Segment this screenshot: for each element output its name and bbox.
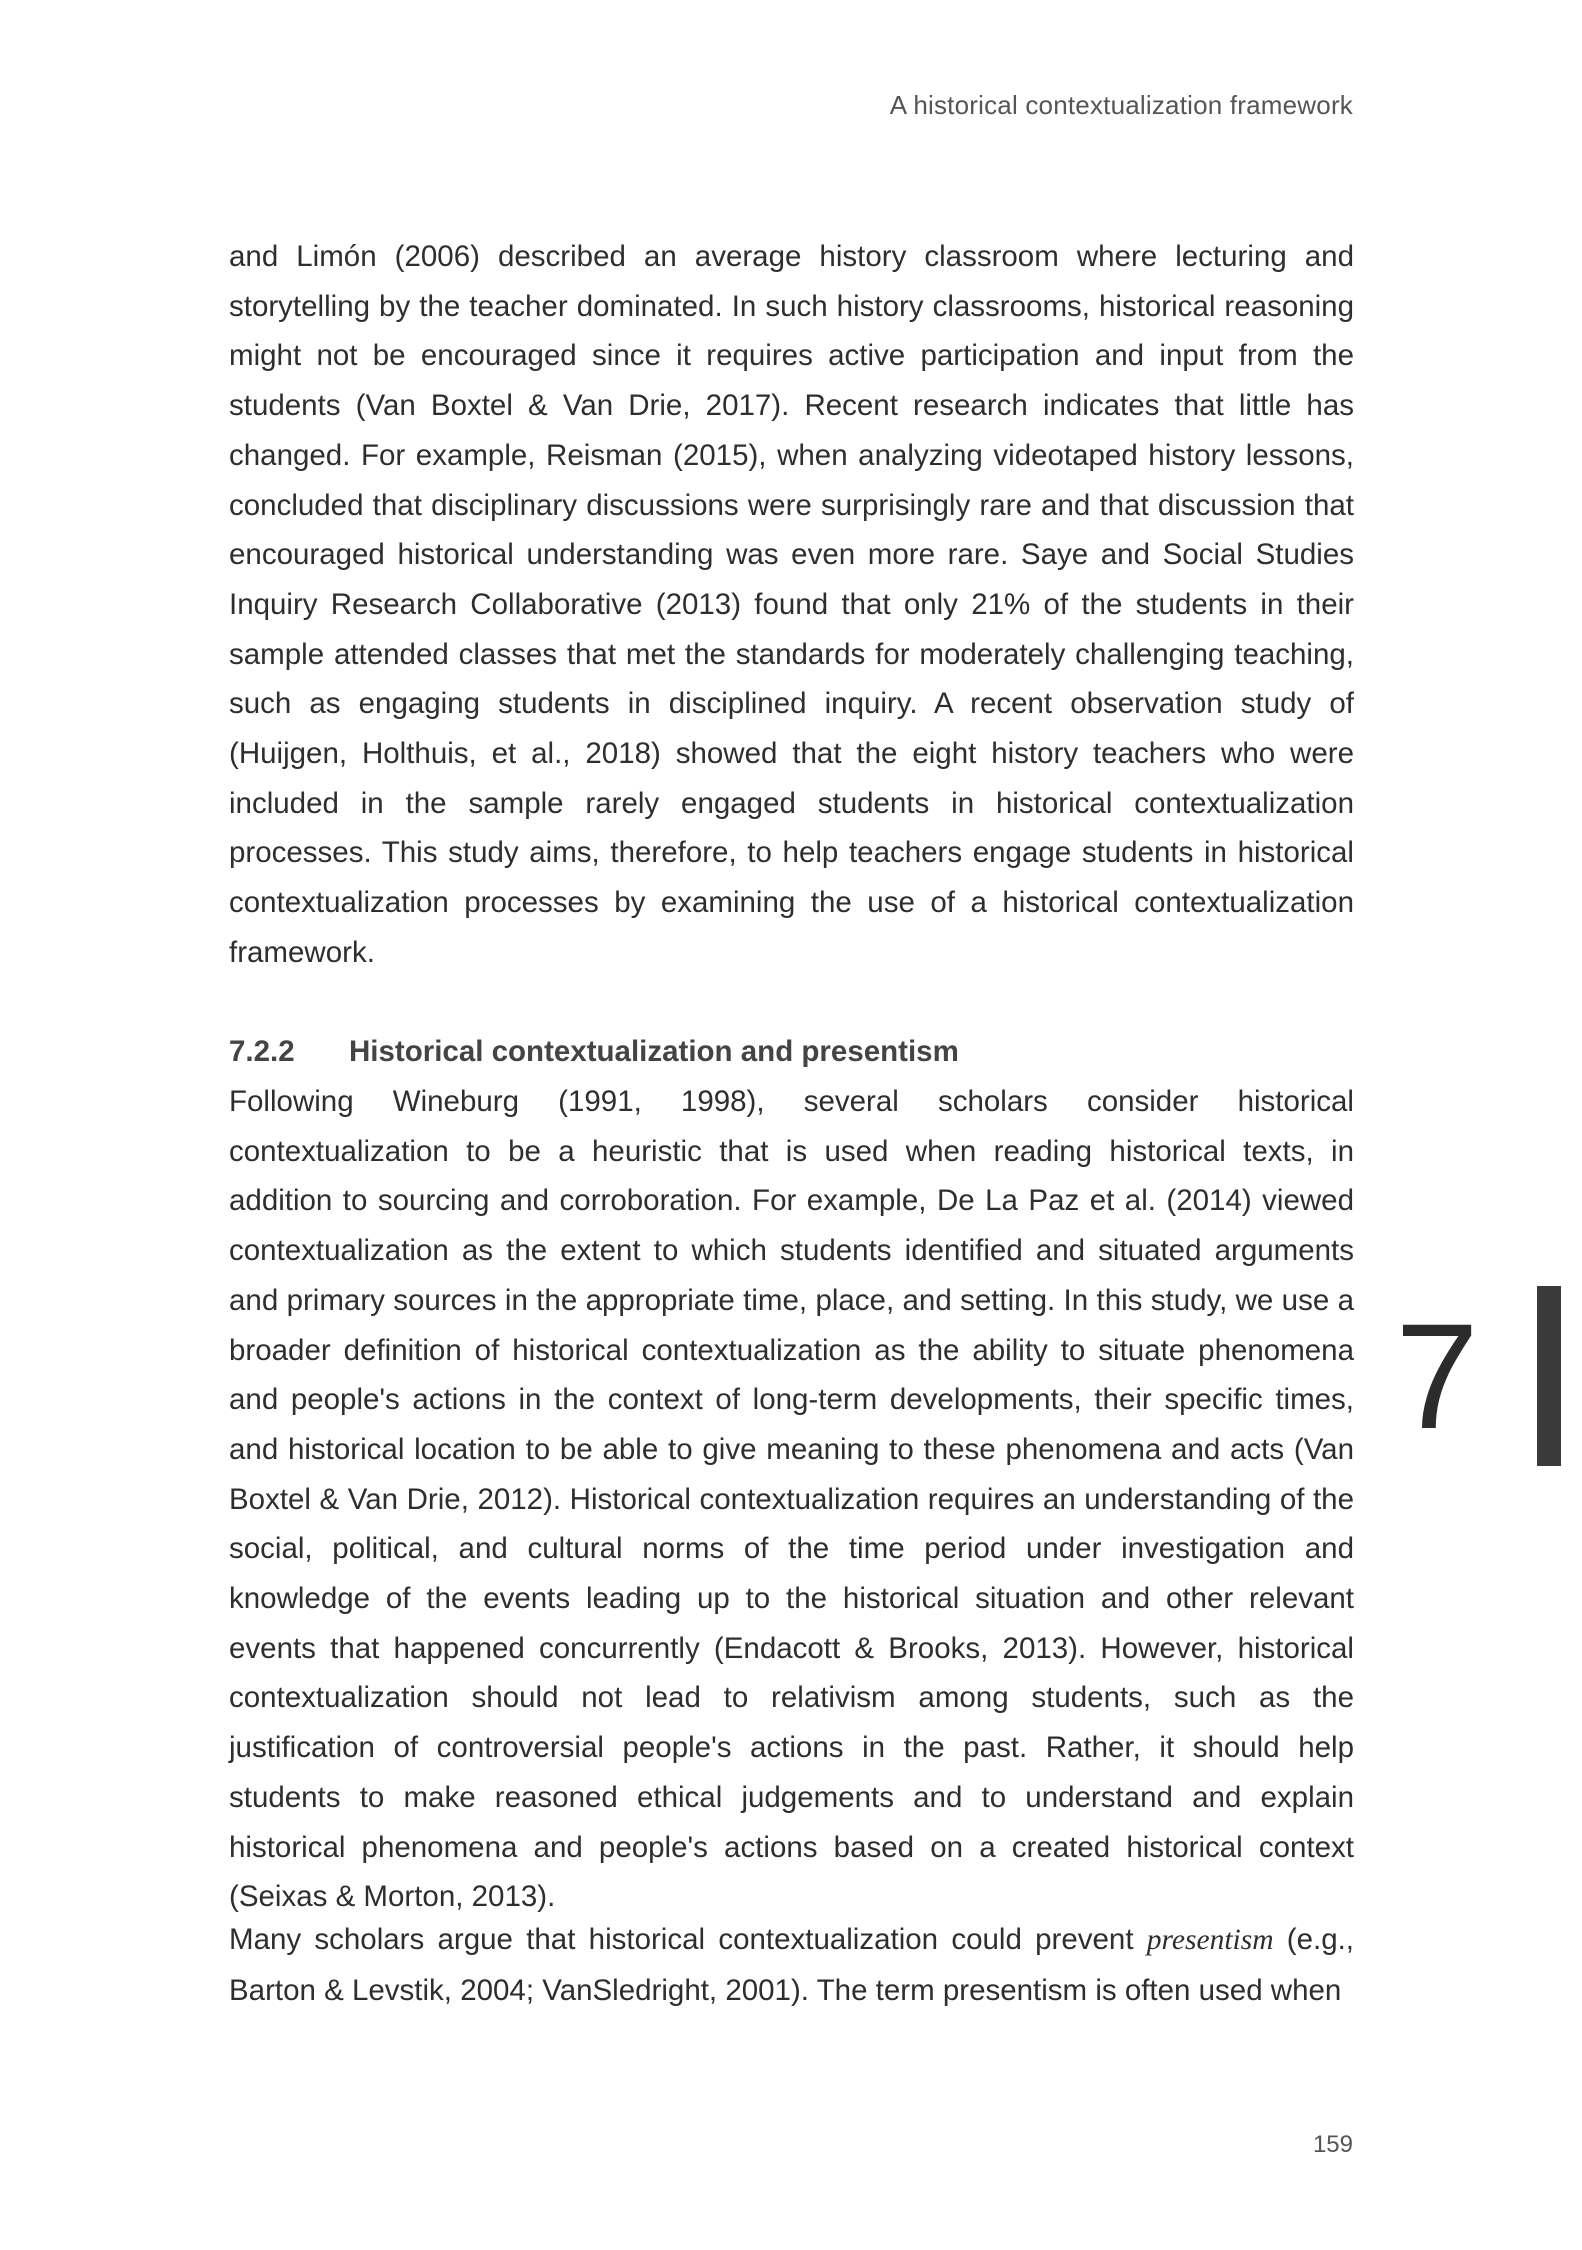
body-paragraph-3 (229, 1915, 1354, 2015)
emphasized-term: presentism (1146, 1924, 1274, 1956)
section-title: Historical contextualization and presentism (349, 1035, 959, 1068)
chapter-number: 7 (1395, 1292, 1479, 1460)
chapter-bar (1537, 1286, 1561, 1466)
body-paragraph-1: and Limón (2006) described an average history classroom where lecturing and storytelling by the teacher dominated. In such history classrooms, historical reasoning might not be encouraged since it requires active participation and input from the students (Van Boxtel & Van Drie, 2017). Recent research indicates that little has changed. For example, Reisman (2015), when analyzing videotaped history lessons, concluded that disciplinary discussions were surprisingly rare and that discussion that encouraged historical understanding was even more rare. Saye and Social Studies Inquiry Research Collaborative (2013) found that only 21% of the students in their sample attended classes that met the standards for moderately challenging teaching, such as engaging students in disciplined inquiry. A recent observation study of (Huijgen, Holthuis, et al., 2018) showed that the eight history teachers who were included in the sample rarely engaged students in historical contextualization processes. This study aims, therefore, to help teachers engage students in historical contextualization processes by examining the use of a historical contextualization framework. (229, 240, 1354, 969)
section-number: 7.2.2 (229, 1035, 295, 1068)
paragraph-3-text-start: Many scholars argue that historical contextualization could prevent (229, 1923, 1147, 1956)
chapter-tab (1342, 1286, 1582, 1466)
page-number: 159 (1312, 2131, 1353, 2158)
section-heading (229, 1027, 959, 1077)
body-paragraph-2: Following Wineburg (1991, 1998), several scholars consider historical contextualization to be a heuristic that is used when reading historical texts, in addition to sourcing and corroboration. For example, De La Paz et al. (2014) viewed contextualization as the extent to which students identified and situated arguments and primary sources in the appropriate time, place, and setting. In this study, we use a broader definition of historical contextualization as the ability to situate phenomena and people's actions in the context of long-term developments, their specific times, and historical location to be able to give meaning to these phenomena and acts (Van Boxtel & Van Drie, 2012). Historical contextualization requires an understanding of the social, political, and cultural norms of the time period under investigation and knowledge of the events leading up to the historical situation and other relevant events that happened concurrently (Endacott & Brooks, 2013). However, historical contextualization should not lead to relativism among students, such as the justification of controversial people's actions in the past. Rather, it should help students to make reasoned ethical judgements and to understand and explain historical phenomena and people's actions based on a created historical context (Seixas & Morton, 2013). (229, 1085, 1354, 1914)
running-header: A historical contextualization framework (889, 90, 1353, 120)
paragraph-3-text-end: (e.g., Barton & Levstik, 2004; VanSledright, 2001). The term presentism is often used when (229, 1923, 1354, 2007)
